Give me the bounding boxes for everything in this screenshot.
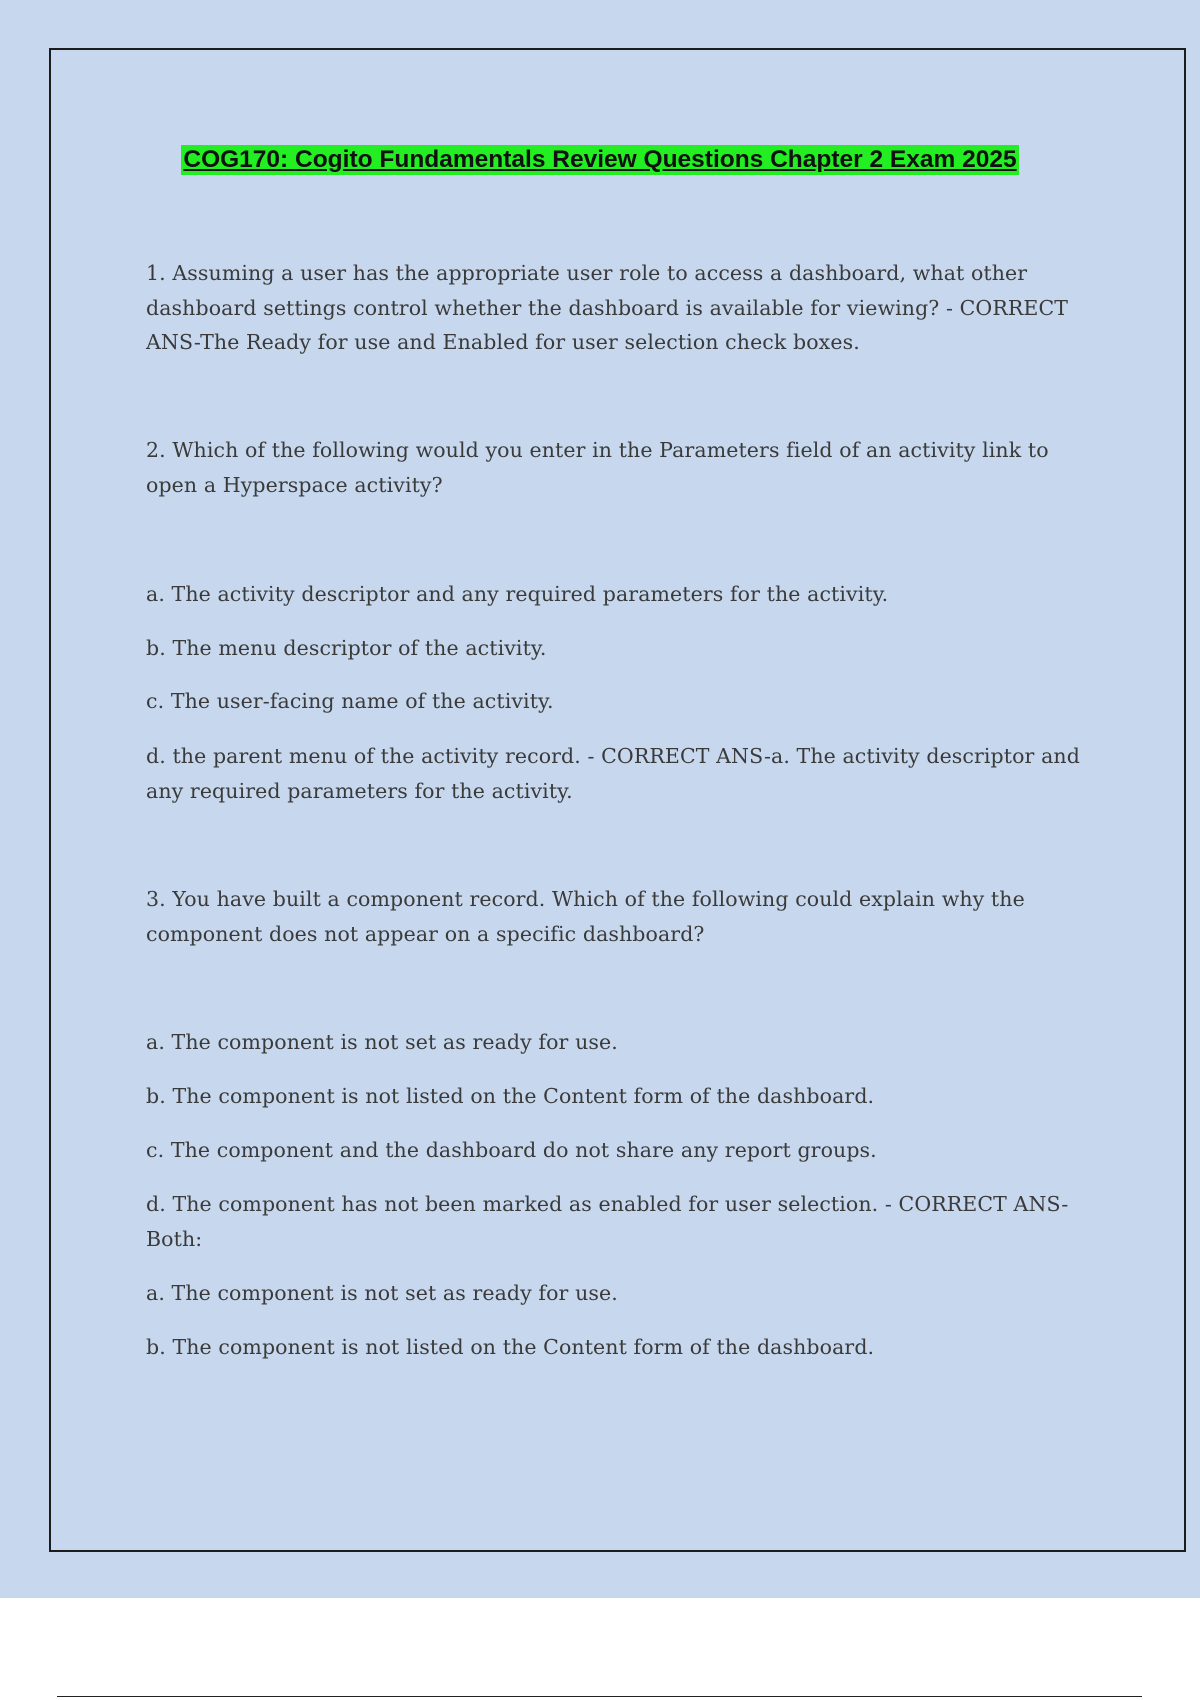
question-2-option-b: b. The menu descriptor of the activity. [146,636,547,660]
question-3-option-c: c. The component and the dashboard do not share any report groups. [146,1138,877,1162]
question-3-text: 3. You have built a component record. Which of the following could explain why the component does not appear on a specific dashboard? [146,887,1025,946]
question-1-with-answer: 1. Assuming a user has the appropriate user role to access a dashboard, what other dashboard settings control whether the dashboard is available for viewing? - CORRECT ANS-The Ready for use and Enabled for user selection check boxes. [146,261,1069,354]
question-2-option-d-with-answer: d. the parent menu of the activity record. - CORRECT ANS-a. The activity descriptor and any required parameters for the activity. [146,744,1080,803]
question-2-option-a: a. The activity descriptor and any required parameters for the activity. [146,582,889,606]
question-3-option-a: a. The component is not set as ready for use. [146,1030,618,1054]
document-title: COG170: Cogito Fundamentals Review Questions Chapter 2 Exam 2025 [183,146,1017,173]
question-3-answer-b: b. The component is not listed on the Content form of the dashboard. [146,1335,875,1359]
footer-rule [57,1696,1142,1697]
question-2-option-c: c. The user-facing name of the activity. [146,689,554,713]
question-3-answer-a: a. The component is not set as ready for use. [146,1281,618,1305]
question-3-option-d-with-answer: d. The component has not been marked as enabled for user selection. - CORRECT ANS-Both: [146,1192,1069,1251]
question-2-text: 2. Which of the following would you enter in the Parameters field of an activity link to open a Hyperspace activity? [146,438,1049,497]
title-container [0,145,1200,175]
question-3-option-b: b. The component is not listed on the Content form of the dashboard. [146,1084,875,1108]
